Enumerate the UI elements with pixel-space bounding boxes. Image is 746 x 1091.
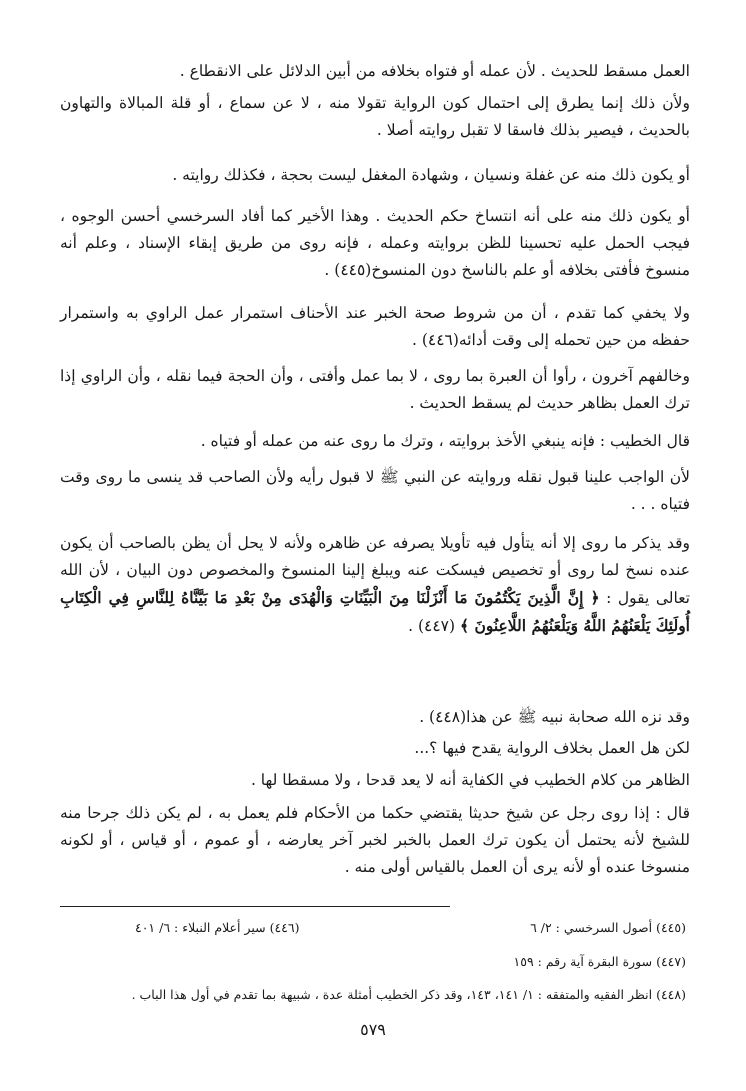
- footnote-445: (٤٤٥) أصول السرخسي : ٢/ ٦: [530, 920, 686, 935]
- footnote-448: (٤٤٨) انظر الفقيه والمتفقه : ١/ ١٤١، ١٤٣، وقد ذكر الخطيب أمثلة عدة ، شبيهة بما تقدم في أول هذا الباب .: [131, 987, 686, 1002]
- paragraph-5: ولا يخفي كما تقدم ، أن من شروط صحة الخبر عند الأحناف استمرار عمل الراوي به واستمرار حفظه من حين تحمله إلى وقت أدائه(٤٤٦) .: [60, 304, 690, 349]
- paragraph-1: العمل مسقط للحديث . لأن عمله أو فتواه بخلافه من أبين الدلائل على الانقطاع .: [179, 62, 690, 80]
- paragraph-12: الظاهر من كلام الخطيب في الكفاية أنه لا يعد قدحا ، ولا مسقطا لها .: [250, 771, 690, 789]
- paragraph-8: لأن الواجب علينا قبول نقله وروايته عن النبي ﷺ لا قبول رأيه ولأن الصاحب قد ينسى ما روى وقت فتياه . . .: [60, 468, 690, 513]
- paragraph-2: ولأن ذلك إنما يطرق إلى احتمال كون الرواية تقولا منه ، لا عن سماع ، أو قلة المبالاة والتهاون بالحديث ، فيصير بذلك فاسقا لا تقبل روايته أصلا .: [60, 94, 690, 139]
- paragraph-9-text: وقد يذكر ما روى إلا أنه يتأول فيه تأويلا يصرفه عن ظاهره ولأنه لا يحل أن يظن بالصاحب أن يكون عنده نسخ لما روى أو تخصيص فيسكت عنه ويبلغ إلينا المنسوخ والمخصوص دون البيان ، لأن الله تعالى يقول :: [60, 534, 690, 607]
- footnote-divider: [60, 906, 450, 907]
- page-number: ٥٧٩: [360, 1020, 386, 1039]
- paragraph-13: قال : إذا روى رجل عن شيخ حديثا يقتضي حكما من الأحكام فلم يعمل به ، لم يكن ذلك جرحا منه للشيخ لأنه يحتمل أن يكون ترك العمل بالخبر لخبر آخر يعارضه ، أو عموم ، أو قياس ، أو لكونه منسوخا عنده أو لأنه يرى أن العمل بالقياس أولى منه .: [60, 804, 690, 876]
- paragraph-10: وقد نزه الله صحابة نبيه ﷺ عن هذا(٤٤٨) .: [419, 708, 690, 726]
- paragraph-9: [60, 530, 690, 640]
- quran-verse: ﴿ إِنَّ الَّذِينَ يَكْتُمُونَ مَا أَنْزَلْنَا مِنَ الْبَيِّنَاتِ وَالْهُدَى مِنْ بَعْدِ مَا بَيَّنَّاهُ لِلنَّاسِ فِي الْكِتَابِ أُولَئِكَ يَلْعَنُهُمُ اللَّهُ وَيَلْعَنُهُمُ اللَّاعِنُونَ ﴾: [60, 588, 690, 635]
- paragraph-6: وخالفهم آخرون ، رأوا أن العبرة بما روى ، لا بما عمل وأفتى ، وأن الحجة فيما نقله ، وأن الراوي إذا ترك العمل بظاهر حديث لم يسقط الحديث .: [60, 367, 690, 412]
- paragraph-11: لكن هل العمل بخلاف الرواية يقدح فيها ؟...: [414, 739, 690, 757]
- footnote-446: (٤٤٦) سير أعلام النبلاء : ٦/ ٤٠١: [135, 920, 300, 935]
- paragraph-3: أو يكون ذلك منه عن غفلة ونسيان ، وشهادة المغفل ليست بحجة ، فكذلك روايته .: [172, 166, 690, 184]
- verse-reference: (٤٤٧) .: [408, 617, 456, 635]
- paragraph-4: أو يكون ذلك منه على أنه انتساخ حكم الحديث . وهذا الأخير كما أفاد السرخسي أحسن الوجوه ، فيجب الحمل عليه تحسينا للظن بروايته وعمله ، فإنه روى من طريق إبقاء الإسناد ، وعلم أنه منسوخ فأفتى بخلافه أو علم بالناسخ دون المنسوخ(٤٤٥) .: [60, 207, 690, 279]
- paragraph-7: قال الخطيب : فإنه ينبغي الأخذ بروايته ، وترك ما روى عنه من عمله أو فتياه .: [200, 432, 690, 450]
- footnote-447: (٤٤٧) سورة البقرة آية رقم : ١٥٩: [513, 954, 686, 969]
